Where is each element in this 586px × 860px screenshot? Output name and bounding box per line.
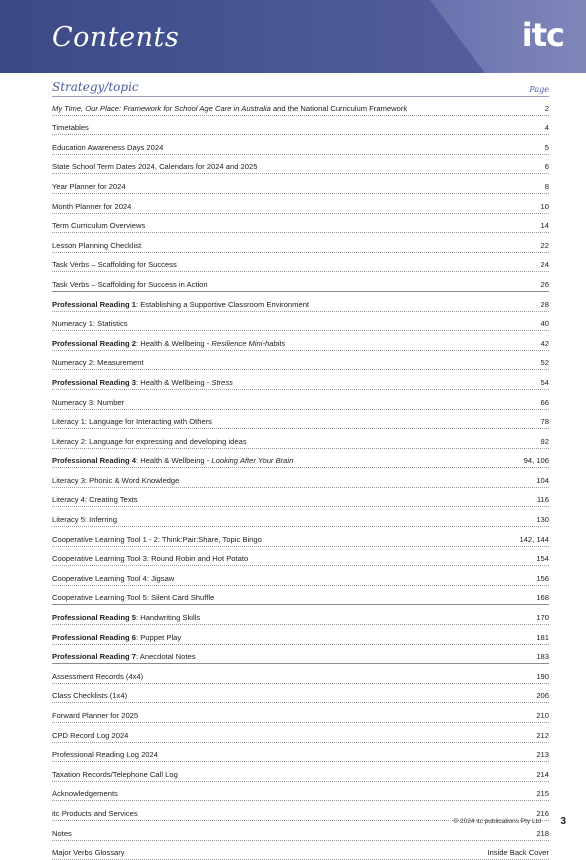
toc-topic-text: itc Products and Services bbox=[52, 808, 138, 818]
toc-topic bbox=[52, 730, 128, 741]
toc-page: 40 bbox=[540, 319, 549, 329]
toc-topic-text: Timetables bbox=[52, 123, 89, 133]
toc-row bbox=[52, 272, 549, 292]
toc-row bbox=[52, 507, 549, 527]
toc-topic-text: Task Verbs – Scaffolding for Success in Action bbox=[52, 279, 208, 289]
toc-topic-text: CPD Record Log 2024 bbox=[52, 730, 129, 740]
toc-page: 218 bbox=[536, 828, 549, 838]
toc-row bbox=[52, 370, 549, 390]
column-page-label: Page bbox=[529, 85, 549, 94]
toc-topic bbox=[52, 494, 138, 505]
toc-page: 8 bbox=[544, 181, 549, 191]
toc-page: 66 bbox=[540, 397, 549, 407]
toc-page: 214 bbox=[536, 769, 549, 779]
toc-topic-text: Cooperative Learning Tool 5: Silent Card Shuffle bbox=[52, 593, 215, 603]
toc-row bbox=[52, 723, 549, 743]
toc-row bbox=[52, 488, 549, 508]
toc-topic-text: : Health & Wellbeing - bbox=[135, 456, 212, 466]
toc-page: 52 bbox=[540, 358, 549, 368]
toc-row bbox=[52, 155, 549, 175]
toc-topic-text: Numeracy 3: Number bbox=[52, 397, 125, 407]
toc-topic bbox=[52, 142, 163, 153]
toc-page: 142, 144 bbox=[519, 534, 549, 544]
toc-topic-text: and the National Curriculum Framework bbox=[270, 103, 408, 113]
toc-topic bbox=[52, 259, 177, 270]
toc-page: 24 bbox=[540, 260, 549, 270]
contents-list bbox=[52, 96, 549, 860]
toc-topic bbox=[52, 651, 196, 662]
toc-topic bbox=[52, 828, 72, 839]
toc-topic bbox=[52, 397, 124, 408]
toc-topic-text: Literacy 3: Phonic & Word Knowledge bbox=[52, 475, 180, 485]
toc-row bbox=[52, 174, 549, 194]
toc-topic bbox=[52, 181, 126, 192]
toc-topic-text: Term Curriculum Overviews bbox=[52, 221, 146, 231]
header-banner bbox=[0, 0, 586, 73]
toc-row bbox=[52, 664, 549, 684]
toc-page: 104 bbox=[536, 475, 549, 485]
toc-page: 54 bbox=[540, 377, 549, 387]
toc-page: 116 bbox=[536, 495, 549, 505]
toc-topic bbox=[52, 592, 214, 603]
toc-page: Inside Back Cover bbox=[487, 848, 549, 858]
toc-page: 215 bbox=[536, 789, 549, 799]
toc-topic-bold: Professional Reading 3 bbox=[52, 377, 136, 387]
toc-row bbox=[52, 782, 549, 802]
toc-row bbox=[52, 743, 549, 763]
toc-row bbox=[52, 605, 549, 625]
toc-topic-text: Cooperative Learning Tool 3: Round Robin and Hot Potato bbox=[52, 554, 249, 564]
toc-page: 183 bbox=[536, 652, 549, 662]
toc-topic-text: Literacy 4: Creating Texts bbox=[52, 495, 138, 505]
toc-row bbox=[52, 96, 549, 116]
toc-topic bbox=[52, 690, 127, 701]
page-number: 3 bbox=[560, 816, 566, 827]
toc-topic bbox=[52, 279, 208, 290]
toc-topic bbox=[52, 749, 158, 760]
toc-page: 28 bbox=[540, 299, 549, 309]
toc-page: 212 bbox=[536, 730, 549, 740]
toc-row bbox=[52, 331, 549, 351]
toc-topic-text: : Puppet Play bbox=[135, 632, 182, 642]
page-title: Contents bbox=[52, 22, 180, 53]
toc-topic bbox=[52, 338, 285, 349]
toc-page: 94, 106 bbox=[523, 456, 549, 466]
toc-topic-text: Literacy 2: Language for expressing and developing ideas bbox=[52, 436, 247, 446]
toc-topic bbox=[52, 220, 145, 231]
toc-topic-text: Forward Planner for 2025 bbox=[52, 711, 139, 720]
toc-topic-bold: Professional Reading 2 bbox=[52, 338, 136, 348]
itc-logo: itc bbox=[521, 16, 564, 54]
toc-page: 6 bbox=[544, 162, 549, 172]
toc-topic-text: Taxation Records/Telephone Call Log bbox=[52, 769, 178, 779]
column-topic-label: Strategy/topic bbox=[52, 80, 139, 94]
toc-row bbox=[52, 429, 549, 449]
toc-page: 26 bbox=[540, 279, 549, 289]
toc-topic bbox=[52, 632, 181, 643]
toc-row bbox=[52, 645, 549, 665]
toc-row bbox=[52, 116, 549, 136]
toc-topic-italic: Stress bbox=[211, 377, 233, 387]
toc-topic-text: Task Verbs – Scaffolding for Success bbox=[52, 260, 177, 270]
toc-topic-text: Month Planner for 2024 bbox=[52, 201, 132, 211]
toc-row bbox=[52, 292, 549, 312]
toc-row bbox=[52, 841, 549, 860]
toc-topic-text: Cooperative Learning Tool 1 - 2: Think:Pair:Share, Topic Bingo bbox=[52, 534, 262, 544]
toc-row bbox=[52, 351, 549, 371]
toc-topic-text: : Establishing a Supportive Classroom Environment bbox=[135, 299, 310, 309]
toc-page: 2 bbox=[544, 103, 549, 113]
toc-row bbox=[52, 684, 549, 704]
toc-topic bbox=[52, 436, 247, 447]
toc-row bbox=[52, 547, 549, 567]
toc-topic-bold: Professional Reading 4 bbox=[52, 456, 136, 466]
toc-page: 92 bbox=[540, 436, 549, 446]
toc-topic-text: Education Awareness Days 2024 bbox=[52, 142, 164, 152]
toc-topic bbox=[52, 377, 233, 388]
toc-row bbox=[52, 233, 549, 253]
toc-topic-text: Lesson Planning Checklist bbox=[52, 240, 142, 250]
toc-topic-text: Class Checklists (1x4) bbox=[52, 691, 128, 701]
toc-row bbox=[52, 625, 549, 645]
toc-row bbox=[52, 135, 549, 155]
toc-row bbox=[52, 214, 549, 234]
toc-topic-text: Literacy 5: Inferring bbox=[52, 515, 117, 525]
toc-row bbox=[52, 253, 549, 273]
toc-topic-text: : Health & Wellbeing - bbox=[135, 377, 212, 387]
toc-topic bbox=[52, 318, 128, 329]
toc-topic bbox=[52, 534, 262, 545]
column-header bbox=[52, 80, 549, 97]
toc-row bbox=[52, 449, 549, 469]
toc-page: 154 bbox=[536, 554, 549, 564]
toc-page: 5 bbox=[544, 142, 549, 152]
toc-topic-text: Literacy 1: Language for Interacting with Others bbox=[52, 417, 212, 427]
toc-topic bbox=[52, 573, 174, 584]
toc-topic-text: Assessment Records (4x4) bbox=[52, 671, 144, 681]
toc-topic bbox=[52, 475, 179, 486]
toc-topic-italic: My Time, Our Place: Framework for School Age Care in Australia bbox=[52, 103, 271, 113]
toc-topic bbox=[52, 240, 141, 251]
toc-topic bbox=[52, 788, 118, 799]
toc-topic-text: Numeracy 2: Measurement bbox=[52, 358, 144, 368]
toc-topic bbox=[52, 847, 125, 858]
toc-topic-italic: Looking After Your Brain bbox=[211, 456, 294, 466]
toc-topic bbox=[52, 201, 131, 212]
toc-topic bbox=[52, 299, 309, 310]
toc-row bbox=[52, 703, 549, 723]
toc-page: 4 bbox=[544, 123, 549, 133]
toc-page: 156 bbox=[536, 573, 549, 583]
toc-topic-bold: Professional Reading 1 bbox=[52, 299, 136, 309]
toc-topic-bold: Professional Reading 5 bbox=[52, 613, 136, 623]
toc-topic-text: Cooperative Learning Tool 4: Jigsaw bbox=[52, 573, 175, 583]
toc-page: 130 bbox=[536, 515, 549, 525]
toc-topic bbox=[52, 808, 138, 819]
toc-row bbox=[52, 194, 549, 214]
toc-row bbox=[52, 566, 549, 586]
toc-page: 78 bbox=[540, 417, 549, 427]
toc-page: 14 bbox=[540, 221, 549, 231]
toc-topic-italic: Resilience Mini-habits bbox=[211, 338, 286, 348]
toc-topic-text: State School Term Dates 2024, Calendars for 2024 and 2025 bbox=[52, 162, 258, 172]
toc-row bbox=[52, 468, 549, 488]
toc-row bbox=[52, 312, 549, 332]
toc-topic-bold: Professional Reading 7 bbox=[52, 652, 136, 662]
toc-topic-text: Major Verbs Glossary bbox=[52, 848, 125, 858]
toc-topic-text: Professional Reading Log 2024 bbox=[52, 750, 158, 760]
toc-topic bbox=[52, 161, 257, 172]
toc-page: 170 bbox=[536, 613, 549, 623]
toc-page: 10 bbox=[540, 201, 549, 211]
toc-page: 213 bbox=[536, 750, 549, 760]
toc-row bbox=[52, 586, 549, 606]
toc-row bbox=[52, 390, 549, 410]
toc-topic bbox=[52, 612, 200, 623]
toc-topic bbox=[52, 553, 248, 564]
toc-page: 181 bbox=[536, 632, 549, 642]
toc-page: 22 bbox=[540, 240, 549, 250]
toc-topic-text: : Health & Wellbeing - bbox=[135, 338, 212, 348]
toc-topic bbox=[52, 357, 144, 368]
toc-page: 216 bbox=[536, 808, 549, 818]
toc-page: 190 bbox=[536, 671, 549, 681]
toc-topic-text: : Handwriting Skills bbox=[135, 613, 201, 623]
toc-topic bbox=[52, 710, 138, 721]
toc-topic-text: Notes bbox=[52, 828, 72, 838]
toc-topic bbox=[52, 103, 407, 114]
toc-topic-text: : Anecdotal Notes bbox=[135, 652, 196, 662]
toc-topic bbox=[52, 671, 143, 682]
toc-topic bbox=[52, 455, 293, 466]
toc-page: 206 bbox=[536, 691, 549, 701]
toc-topic bbox=[52, 416, 212, 427]
toc-page: 42 bbox=[540, 338, 549, 348]
toc-topic bbox=[52, 514, 117, 525]
toc-topic-text: Acknowledgements bbox=[52, 789, 118, 799]
toc-topic bbox=[52, 769, 178, 780]
toc-topic-text: Year Planner for 2024 bbox=[52, 181, 126, 191]
toc-topic-bold: Professional Reading 6 bbox=[52, 632, 136, 642]
toc-topic-text: Numeracy 1: Statistics bbox=[52, 319, 128, 329]
copyright-notice: © 2024 itc publications Pty Ltd bbox=[453, 818, 541, 825]
toc-row bbox=[52, 762, 549, 782]
toc-page: 210 bbox=[536, 711, 549, 720]
toc-row bbox=[52, 410, 549, 430]
toc-topic bbox=[52, 122, 89, 133]
toc-page: 168 bbox=[536, 593, 549, 603]
toc-row bbox=[52, 527, 549, 547]
